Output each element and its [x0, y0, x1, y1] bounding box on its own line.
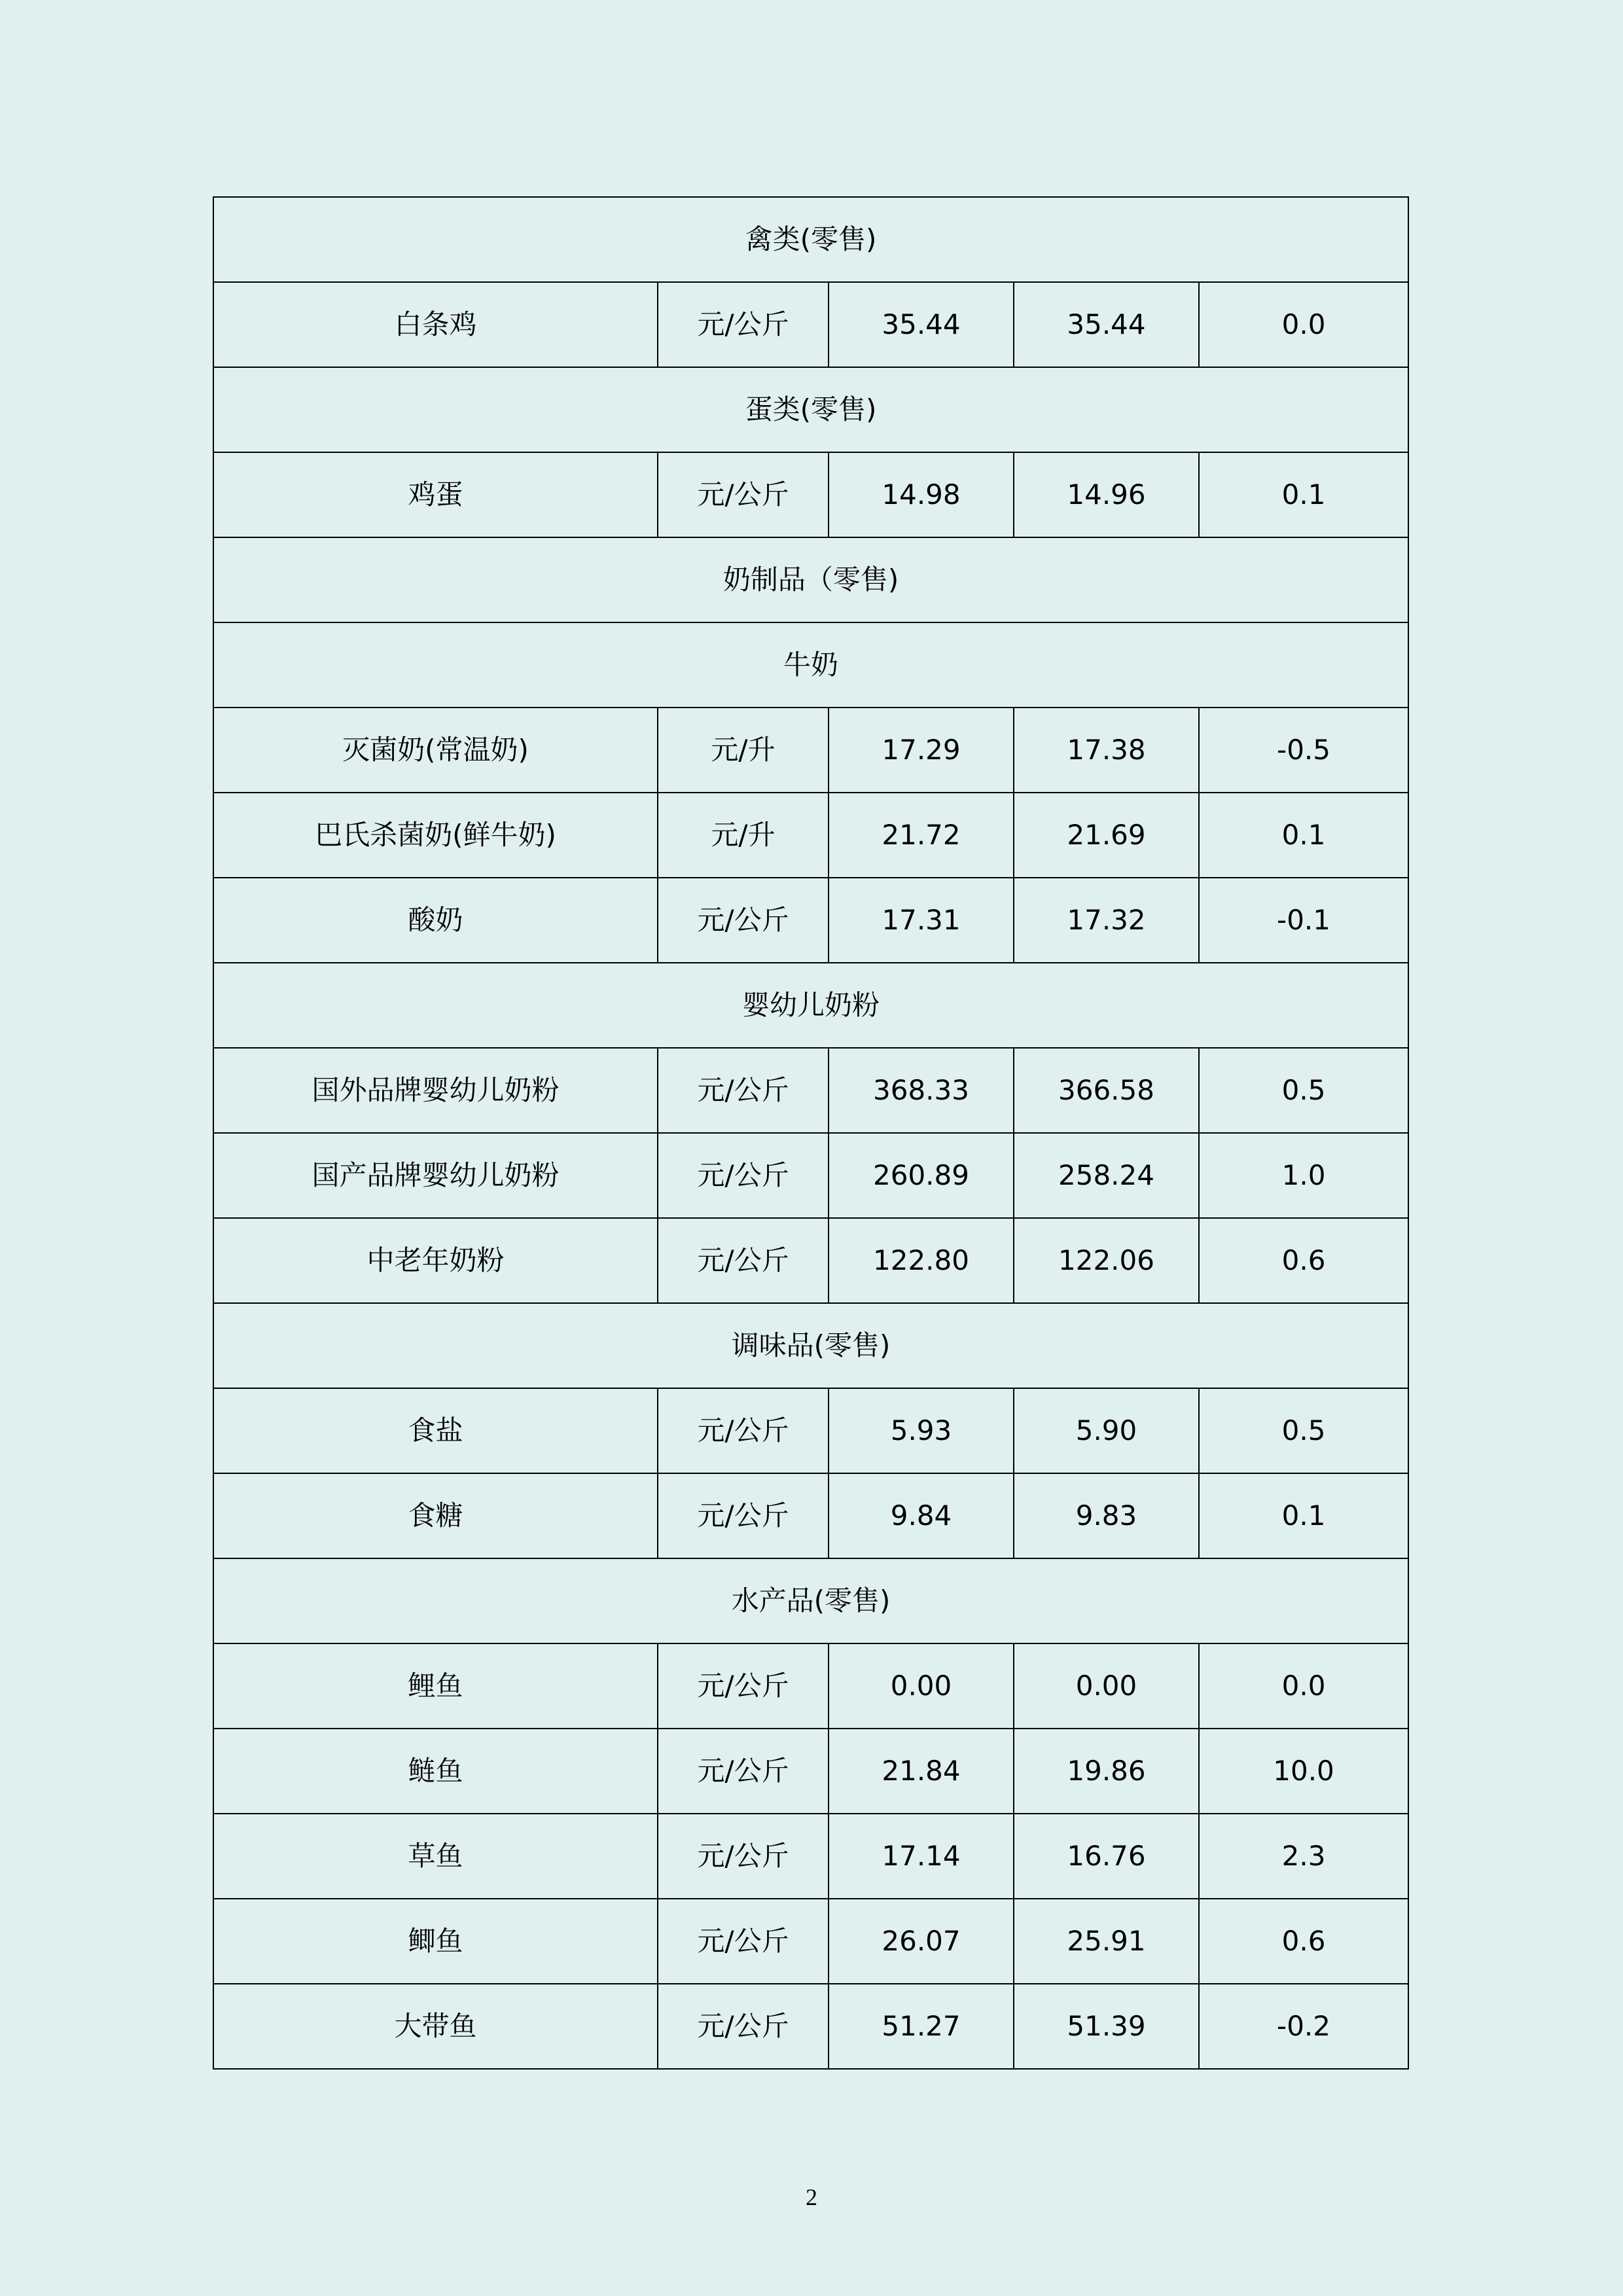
page-number: 2 — [806, 2184, 817, 2210]
previous-price-cell: 17.32 — [1014, 878, 1199, 963]
previous-price-cell: 122.06 — [1014, 1218, 1199, 1303]
item-name-cell: 国产品牌婴幼儿奶粉 — [213, 1133, 658, 1218]
section-title: 蛋类(零售) — [213, 367, 1408, 452]
change-percent-cell: 0.0 — [1199, 1643, 1408, 1729]
previous-price-cell: 17.38 — [1014, 708, 1199, 793]
current-price-cell: 14.98 — [829, 452, 1014, 537]
item-name-cell: 国外品牌婴幼儿奶粉 — [213, 1048, 658, 1133]
change-percent-cell: 0.1 — [1199, 1473, 1408, 1558]
current-price-cell: 17.14 — [829, 1814, 1014, 1899]
table-row — [213, 1473, 1408, 1558]
table-row — [213, 1729, 1408, 1814]
section-header-row — [213, 367, 1408, 452]
unit-cell: 元/公斤 — [658, 1133, 829, 1218]
change-percent-cell: 0.0 — [1199, 282, 1408, 367]
change-percent-cell: 0.6 — [1199, 1899, 1408, 1984]
item-name-cell: 白条鸡 — [213, 282, 658, 367]
item-name-cell: 食盐 — [213, 1388, 658, 1473]
change-percent-cell: 1.0 — [1199, 1133, 1408, 1218]
section-header-row — [213, 963, 1408, 1048]
current-price-cell: 5.93 — [829, 1388, 1014, 1473]
section-title: 婴幼儿奶粉 — [213, 963, 1408, 1048]
item-name-cell: 草鱼 — [213, 1814, 658, 1899]
current-price-cell: 122.80 — [829, 1218, 1014, 1303]
section-title: 牛奶 — [213, 622, 1408, 708]
previous-price-cell: 14.96 — [1014, 452, 1199, 537]
section-title: 禽类(零售) — [213, 197, 1408, 282]
unit-cell: 元/升 — [658, 708, 829, 793]
unit-cell: 元/公斤 — [658, 1984, 829, 2069]
previous-price-cell: 0.00 — [1014, 1643, 1199, 1729]
current-price-cell: 17.29 — [829, 708, 1014, 793]
change-percent-cell: -0.1 — [1199, 878, 1408, 963]
table-row — [213, 878, 1408, 963]
previous-price-cell: 25.91 — [1014, 1899, 1199, 1984]
section-header-row — [213, 1558, 1408, 1643]
change-percent-cell: 10.0 — [1199, 1729, 1408, 1814]
unit-cell: 元/公斤 — [658, 1899, 829, 1984]
change-percent-cell: 2.3 — [1199, 1814, 1408, 1899]
table-row — [213, 1388, 1408, 1473]
current-price-cell: 368.33 — [829, 1048, 1014, 1133]
unit-cell: 元/公斤 — [658, 1473, 829, 1558]
item-name-cell: 鲢鱼 — [213, 1729, 658, 1814]
unit-cell: 元/公斤 — [658, 1643, 829, 1729]
previous-price-cell: 51.39 — [1014, 1984, 1199, 2069]
change-percent-cell: 0.6 — [1199, 1218, 1408, 1303]
item-name-cell: 中老年奶粉 — [213, 1218, 658, 1303]
table-row — [213, 708, 1408, 793]
table-row — [213, 452, 1408, 537]
unit-cell: 元/公斤 — [658, 1388, 829, 1473]
table-row — [213, 793, 1408, 878]
previous-price-cell: 366.58 — [1014, 1048, 1199, 1133]
item-name-cell: 鲫鱼 — [213, 1899, 658, 1984]
item-name-cell: 食糖 — [213, 1473, 658, 1558]
previous-price-cell: 9.83 — [1014, 1473, 1199, 1558]
previous-price-cell: 21.69 — [1014, 793, 1199, 878]
item-name-cell: 酸奶 — [213, 878, 658, 963]
change-percent-cell: 0.5 — [1199, 1048, 1408, 1133]
current-price-cell: 17.31 — [829, 878, 1014, 963]
item-name-cell: 鸡蛋 — [213, 452, 658, 537]
item-name-cell: 大带鱼 — [213, 1984, 658, 2069]
current-price-cell: 35.44 — [829, 282, 1014, 367]
current-price-cell: 260.89 — [829, 1133, 1014, 1218]
table-row — [213, 282, 1408, 367]
unit-cell: 元/升 — [658, 793, 829, 878]
current-price-cell: 0.00 — [829, 1643, 1014, 1729]
previous-price-cell: 16.76 — [1014, 1814, 1199, 1899]
change-percent-cell: 0.1 — [1199, 793, 1408, 878]
price-table — [213, 196, 1409, 2070]
table-row — [213, 1218, 1408, 1303]
item-name-cell: 巴氏杀菌奶(鲜牛奶) — [213, 793, 658, 878]
change-percent-cell: -0.2 — [1199, 1984, 1408, 2069]
change-percent-cell: 0.5 — [1199, 1388, 1408, 1473]
section-header-row — [213, 1303, 1408, 1388]
unit-cell: 元/公斤 — [658, 1218, 829, 1303]
table-row — [213, 1048, 1408, 1133]
table-row — [213, 1984, 1408, 2069]
previous-price-cell: 35.44 — [1014, 282, 1199, 367]
unit-cell: 元/公斤 — [658, 878, 829, 963]
item-name-cell: 鲤鱼 — [213, 1643, 658, 1729]
unit-cell: 元/公斤 — [658, 1814, 829, 1899]
section-title: 调味品(零售) — [213, 1303, 1408, 1388]
previous-price-cell: 19.86 — [1014, 1729, 1199, 1814]
unit-cell: 元/公斤 — [658, 282, 829, 367]
previous-price-cell: 258.24 — [1014, 1133, 1199, 1218]
item-name-cell: 灭菌奶(常温奶) — [213, 708, 658, 793]
section-title: 奶制品（零售) — [213, 537, 1408, 622]
current-price-cell: 21.72 — [829, 793, 1014, 878]
section-header-row — [213, 537, 1408, 622]
section-title: 水产品(零售) — [213, 1558, 1408, 1643]
section-header-row — [213, 622, 1408, 708]
current-price-cell: 51.27 — [829, 1984, 1014, 2069]
current-price-cell: 26.07 — [829, 1899, 1014, 1984]
unit-cell: 元/公斤 — [658, 1048, 829, 1133]
current-price-cell: 9.84 — [829, 1473, 1014, 1558]
change-percent-cell: -0.5 — [1199, 708, 1408, 793]
table-row — [213, 1643, 1408, 1729]
table-row — [213, 1814, 1408, 1899]
table-row — [213, 1899, 1408, 1984]
unit-cell: 元/公斤 — [658, 452, 829, 537]
section-header-row — [213, 197, 1408, 282]
unit-cell: 元/公斤 — [658, 1729, 829, 1814]
current-price-cell: 21.84 — [829, 1729, 1014, 1814]
table-row — [213, 1133, 1408, 1218]
previous-price-cell: 5.90 — [1014, 1388, 1199, 1473]
change-percent-cell: 0.1 — [1199, 452, 1408, 537]
